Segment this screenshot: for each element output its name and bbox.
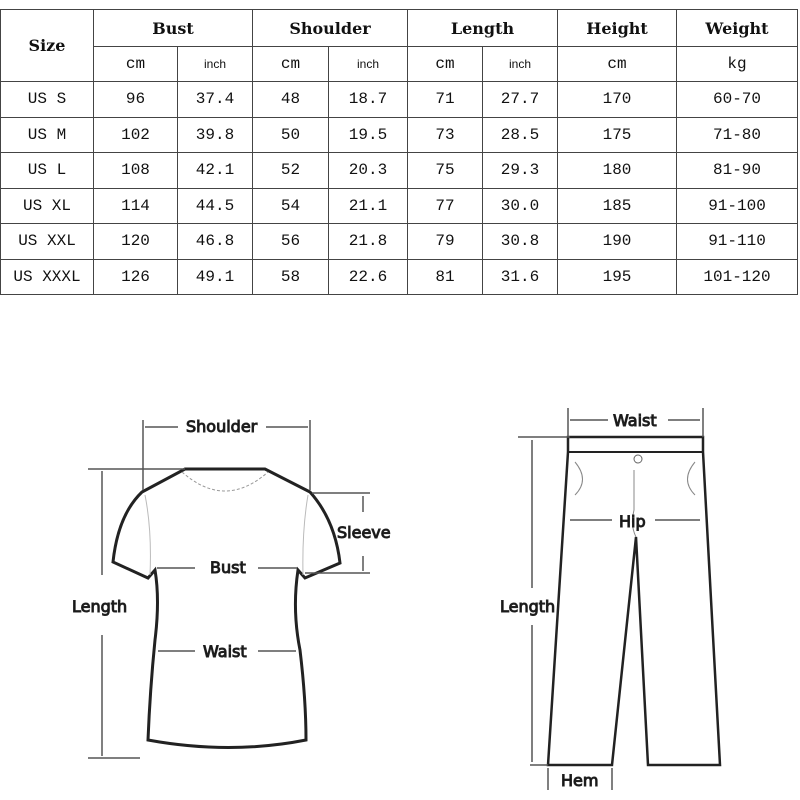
value-cell: 19.5 <box>329 117 408 153</box>
unit-header: inch <box>178 47 253 82</box>
value-cell: 71 <box>408 82 483 118</box>
value-cell: 30.0 <box>483 188 558 224</box>
height-header: Height <box>558 10 677 47</box>
value-cell: 58 <box>253 259 329 295</box>
length-header: Length <box>408 10 558 47</box>
weight-header: Weight <box>677 10 798 47</box>
value-cell: 49.1 <box>178 259 253 295</box>
value-cell: 37.4 <box>178 82 253 118</box>
value-cell: 190 <box>558 224 677 260</box>
unit-header: cm <box>408 47 483 82</box>
value-cell: 22.6 <box>329 259 408 295</box>
unit-header: inch <box>329 47 408 82</box>
value-cell: 21.1 <box>329 188 408 224</box>
size-header: Size <box>1 10 94 82</box>
value-cell: 102 <box>94 117 178 153</box>
value-cell: 114 <box>94 188 178 224</box>
size-cell: US L <box>1 153 94 189</box>
unit-header: cm <box>253 47 329 82</box>
value-cell: 91-110 <box>677 224 798 260</box>
value-cell: 81-90 <box>677 153 798 189</box>
size-cell: US S <box>1 82 94 118</box>
size-cell: US XXL <box>1 224 94 260</box>
value-cell: 54 <box>253 188 329 224</box>
hip-label: Hip <box>619 512 646 531</box>
bust-header: Bust <box>94 10 253 47</box>
waist-label: Waist <box>203 642 247 661</box>
unit-header: inch <box>483 47 558 82</box>
value-cell: 75 <box>408 153 483 189</box>
bust-label: Bust <box>210 558 246 577</box>
value-cell: 126 <box>94 259 178 295</box>
value-cell: 18.7 <box>329 82 408 118</box>
value-cell: 50 <box>253 117 329 153</box>
value-cell: 101-120 <box>677 259 798 295</box>
value-cell: 27.7 <box>483 82 558 118</box>
pants-length-label: Length <box>500 597 556 616</box>
value-cell: 180 <box>558 153 677 189</box>
size-cell: US XL <box>1 188 94 224</box>
value-cell: 120 <box>94 224 178 260</box>
value-cell: 170 <box>558 82 677 118</box>
value-cell: 71-80 <box>677 117 798 153</box>
value-cell: 185 <box>558 188 677 224</box>
shoulder-header: Shoulder <box>253 10 408 47</box>
value-cell: 30.8 <box>483 224 558 260</box>
value-cell: 46.8 <box>178 224 253 260</box>
value-cell: 91-100 <box>677 188 798 224</box>
unit-header: cm <box>94 47 178 82</box>
value-cell: 31.6 <box>483 259 558 295</box>
value-cell: 60-70 <box>677 82 798 118</box>
pants-diagram <box>500 408 720 790</box>
hem-label: Hem <box>561 771 599 790</box>
size-cell: US XXXL <box>1 259 94 295</box>
value-cell: 48 <box>253 82 329 118</box>
value-cell: 56 <box>253 224 329 260</box>
value-cell: 77 <box>408 188 483 224</box>
value-cell: 96 <box>94 82 178 118</box>
shoulder-label: Shoulder <box>186 417 258 436</box>
value-cell: 44.5 <box>178 188 253 224</box>
value-cell: 195 <box>558 259 677 295</box>
value-cell: 21.8 <box>329 224 408 260</box>
value-cell: 73 <box>408 117 483 153</box>
value-cell: 29.3 <box>483 153 558 189</box>
pants-waist-label: Waist <box>613 411 657 430</box>
length-label: Length <box>72 597 128 616</box>
tshirt-diagram <box>72 417 391 758</box>
value-cell: 20.3 <box>329 153 408 189</box>
value-cell: 42.1 <box>178 153 253 189</box>
sleeve-label: Sleeve <box>337 523 391 542</box>
value-cell: 52 <box>253 153 329 189</box>
unit-header: kg <box>677 47 798 82</box>
value-cell: 175 <box>558 117 677 153</box>
size-cell: US M <box>1 117 94 153</box>
value-cell: 28.5 <box>483 117 558 153</box>
unit-header: cm <box>558 47 677 82</box>
value-cell: 79 <box>408 224 483 260</box>
value-cell: 81 <box>408 259 483 295</box>
value-cell: 108 <box>94 153 178 189</box>
value-cell: 39.8 <box>178 117 253 153</box>
